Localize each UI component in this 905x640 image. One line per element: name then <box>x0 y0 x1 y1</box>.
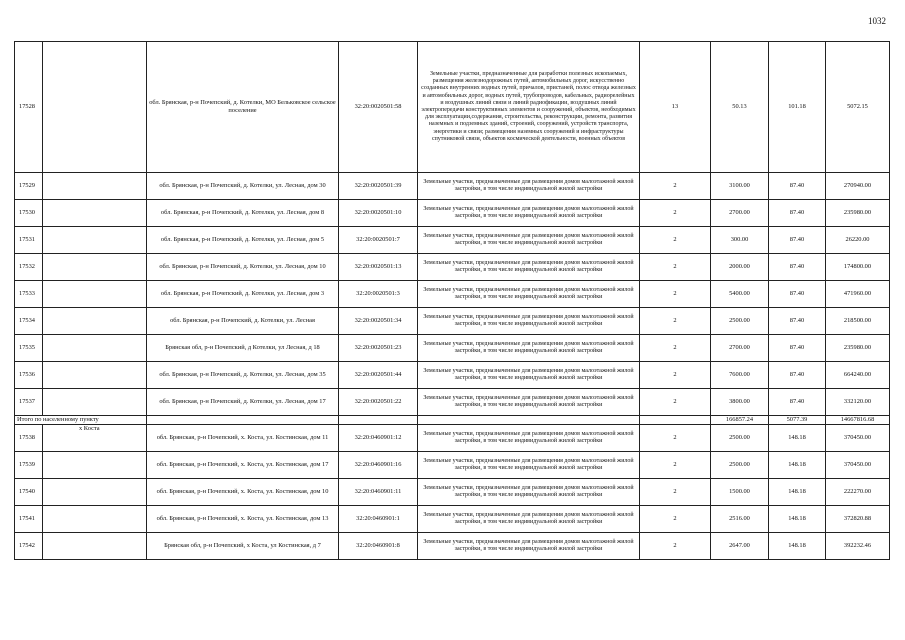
area-cell: 7600.00 <box>711 362 769 389</box>
total-empty-address <box>147 416 339 425</box>
land-purpose-cell: Земельные участки, предназначенные для размещения домов малоэтажной жилой застройки, в том числе индивидуальной жилой застройки <box>418 533 640 560</box>
area-cell: 2500.00 <box>711 452 769 479</box>
cadastral-number-cell: 32:20:0460901:11 <box>339 479 418 506</box>
cadastral-number-cell: 32:20:0020501:39 <box>339 173 418 200</box>
total-empty-group <box>640 416 711 425</box>
rate-cell: 148.18 <box>769 452 826 479</box>
rate-cell: 87.40 <box>769 389 826 416</box>
cadastral-number-cell: 32:20:0460901:8 <box>339 533 418 560</box>
group-number-cell: 2 <box>640 200 711 227</box>
table-body-total <box>15 416 890 425</box>
cadastral-value-cell: 5072.15 <box>826 42 890 173</box>
area-cell: 2700.00 <box>711 200 769 227</box>
record-id-cell: 17534 <box>15 308 43 335</box>
cadastral-number-cell: 32:20:0020501:10 <box>339 200 418 227</box>
cadastral-value-cell: 222270.00 <box>826 479 890 506</box>
address-cell: обл. Брянская, р-н Почепский, д. Котелки, ул. Лесная <box>147 308 339 335</box>
cadastral-number-cell: 32:20:0020501:13 <box>339 254 418 281</box>
cadastral-value-cell: 235980.00 <box>826 335 890 362</box>
address-cell: обл. Брянская, р-н Почепский, д. Котелки, ул. Лесная, дом 3 <box>147 281 339 308</box>
spacer-cell <box>43 506 147 533</box>
land-purpose-cell: Земельные участки, предназначенные для разработки полезных ископаемых, размещения железнодорожных путей, автомобильных дорог, искусственно созданных внутренних водных путей, причалов, пристаней, полос отвода железных и автомобильных дорог, водных путей, трубопроводов, кабельных, радиорелейных и воздушных линий связи и линий радиофикации, воздушных линий электропередачи конструктивных элементов и сооружений, объектов, необходимых для эксплуатации,содержания, строительства, реконструкции, ремонта, развития наземных и подземных зданий, строений, сооружений, устройств транспорта, энергетики и связи; размещения наземных сооружений и инфраструктуры спутниковой связи, объектов космической деятельности, военных объектов <box>418 42 640 173</box>
cadastral-value-cell: 218500.00 <box>826 308 890 335</box>
table-row <box>15 254 890 281</box>
rate-cell: 87.40 <box>769 227 826 254</box>
land-purpose-cell: Земельные участки, предназначенные для размещения домов малоэтажной жилой застройки, в том числе индивидуальной жилой застройки <box>418 281 640 308</box>
group-number-cell: 2 <box>640 335 711 362</box>
cadastral-number-cell: 32:20:0020501:23 <box>339 335 418 362</box>
area-cell: 3100.00 <box>711 173 769 200</box>
rate-cell: 148.18 <box>769 533 826 560</box>
address-cell: обл. Брянская, р-н Почепский, д. Котелки, ул. Лесная, дом 35 <box>147 362 339 389</box>
record-id-cell: 17541 <box>15 506 43 533</box>
group-number-cell: 2 <box>640 308 711 335</box>
record-id-cell: 17537 <box>15 389 43 416</box>
spacer-cell <box>43 362 147 389</box>
area-cell: 2516.00 <box>711 506 769 533</box>
group-number-cell: 2 <box>640 452 711 479</box>
table-row <box>15 308 890 335</box>
address-cell: обл. Брянская, р-н Почепский, д. Котелки, ул. Лесная, дом 10 <box>147 254 339 281</box>
group-number-cell: 2 <box>640 281 711 308</box>
cadastral-number-cell: 32:20:0460901:1 <box>339 506 418 533</box>
land-purpose-cell: Земельные участки, предназначенные для размещения домов малоэтажной жилой застройки, в том числе индивидуальной жилой застройки <box>418 254 640 281</box>
area-cell: 3800.00 <box>711 389 769 416</box>
cadastral-number-cell: 32:20:0020501:44 <box>339 362 418 389</box>
group-number-cell: 13 <box>640 42 711 173</box>
cadastral-number-cell: 32:20:0020501:58 <box>339 42 418 173</box>
group-number-cell: 2 <box>640 254 711 281</box>
spacer-cell <box>43 335 147 362</box>
settlement-subheading: х Коста <box>43 425 147 452</box>
rate-cell: 87.40 <box>769 308 826 335</box>
cadastral-value-cell: 270940.00 <box>826 173 890 200</box>
record-id-cell: 17530 <box>15 200 43 227</box>
record-id-cell: 17531 <box>15 227 43 254</box>
area-cell: 1500.00 <box>711 479 769 506</box>
table-row <box>15 281 890 308</box>
land-purpose-cell: Земельные участки, предназначенные для размещения домов малоэтажной жилой застройки, в том числе индивидуальной жилой застройки <box>418 506 640 533</box>
rate-cell: 87.40 <box>769 173 826 200</box>
area-cell: 2700.00 <box>711 335 769 362</box>
total-label: Итого по населенному пункту <box>15 416 147 425</box>
cadastral-value-cell: 372820.88 <box>826 506 890 533</box>
spacer-cell <box>43 479 147 506</box>
cadastral-value-cell: 370450.00 <box>826 452 890 479</box>
address-cell: Брянская обл, р-н Почепский, х Коста, ул Костинская, д 7 <box>147 533 339 560</box>
address-cell: обл. Брянская, р-н Почепский, х. Коста, ул. Костинская, дом 13 <box>147 506 339 533</box>
cadastral-value-cell: 174800.00 <box>826 254 890 281</box>
area-cell: 2647.00 <box>711 533 769 560</box>
rate-cell: 148.18 <box>769 506 826 533</box>
spacer-cell <box>43 281 147 308</box>
spacer-cell <box>43 389 147 416</box>
spacer-cell <box>43 254 147 281</box>
cadastral-number-cell: 32:20:0460901:12 <box>339 425 418 452</box>
spacer-cell <box>43 308 147 335</box>
total-value: 14667816.68 <box>826 416 890 425</box>
cadastral-value-cell: 235980.00 <box>826 200 890 227</box>
cadastral-value-cell: 26220.00 <box>826 227 890 254</box>
table-row <box>15 335 890 362</box>
land-registry-table <box>14 41 890 560</box>
area-cell: 300.00 <box>711 227 769 254</box>
cadastral-number-cell: 32:20:0020501:7 <box>339 227 418 254</box>
cadastral-value-cell: 392232.46 <box>826 533 890 560</box>
cadastral-value-cell: 471960.00 <box>826 281 890 308</box>
rate-cell: 148.18 <box>769 479 826 506</box>
total-rate: 5077.39 <box>769 416 826 425</box>
cadastral-value-cell: 370450.00 <box>826 425 890 452</box>
land-purpose-cell: Земельные участки, предназначенные для размещения домов малоэтажной жилой застройки, в том числе индивидуальной жилой застройки <box>418 425 640 452</box>
table-row <box>15 42 890 173</box>
rate-cell: 87.40 <box>769 200 826 227</box>
land-purpose-cell: Земельные участки, предназначенные для размещения домов малоэтажной жилой застройки, в том числе индивидуальной жилой застройки <box>418 308 640 335</box>
total-area: 166857.24 <box>711 416 769 425</box>
address-cell: обл. Брянская, р-н Почепский, д. Котелки, ул. Лесная, дом 30 <box>147 173 339 200</box>
record-id-cell: 17529 <box>15 173 43 200</box>
cadastral-number-cell: 32:20:0020501:3 <box>339 281 418 308</box>
table-body-after-total <box>15 425 890 560</box>
cadastral-value-cell: 332120.00 <box>826 389 890 416</box>
area-cell: 2500.00 <box>711 308 769 335</box>
address-cell: обл. Брянская, р-н Почепский, д. Котелки, ул. Лесная, дом 8 <box>147 200 339 227</box>
cadastral-number-cell: 32:20:0020501:34 <box>339 308 418 335</box>
address-cell: обл. Брянская, р-н Почепский, х. Коста, ул. Костинская, дом 10 <box>147 479 339 506</box>
group-number-cell: 2 <box>640 425 711 452</box>
spacer-cell <box>43 173 147 200</box>
table-row <box>15 227 890 254</box>
land-purpose-cell: Земельные участки, предназначенные для размещения домов малоэтажной жилой застройки, в том числе индивидуальной жилой застройки <box>418 335 640 362</box>
total-empty-cadastral <box>339 416 418 425</box>
group-number-cell: 2 <box>640 389 711 416</box>
record-id-cell: 17533 <box>15 281 43 308</box>
table-row <box>15 200 890 227</box>
group-number-cell: 2 <box>640 479 711 506</box>
area-cell: 50.13 <box>711 42 769 173</box>
record-id-cell: 17528 <box>15 42 43 173</box>
rate-cell: 87.40 <box>769 281 826 308</box>
page-number: 1032 <box>868 16 886 26</box>
table-row <box>15 425 890 452</box>
land-purpose-cell: Земельные участки, предназначенные для размещения домов малоэтажной жилой застройки, в том числе индивидуальной жилой застройки <box>418 173 640 200</box>
land-purpose-cell: Земельные участки, предназначенные для размещения домов малоэтажной жилой застройки, в том числе индивидуальной жилой застройки <box>418 362 640 389</box>
area-cell: 2000.00 <box>711 254 769 281</box>
rate-cell: 87.40 <box>769 362 826 389</box>
land-purpose-cell: Земельные участки, предназначенные для размещения домов малоэтажной жилой застройки, в том числе индивидуальной жилой застройки <box>418 479 640 506</box>
land-purpose-cell: Земельные участки, предназначенные для размещения домов малоэтажной жилой застройки, в том числе индивидуальной жилой застройки <box>418 452 640 479</box>
table-row <box>15 506 890 533</box>
table-row <box>15 452 890 479</box>
total-row <box>15 416 890 425</box>
table-row <box>15 173 890 200</box>
area-cell: 5400.00 <box>711 281 769 308</box>
cadastral-number-cell: 32:20:0460901:16 <box>339 452 418 479</box>
group-number-cell: 2 <box>640 173 711 200</box>
group-number-cell: 2 <box>640 227 711 254</box>
record-id-cell: 17532 <box>15 254 43 281</box>
spacer-cell <box>43 200 147 227</box>
rate-cell: 101.18 <box>769 42 826 173</box>
total-empty-purpose <box>418 416 640 425</box>
group-number-cell: 2 <box>640 506 711 533</box>
address-cell: обл. Брянская, р-н Почепский, д. Котелки, МО Бельковское сельское поселение <box>147 42 339 173</box>
address-cell: Брянская обл, р-н Почепский, д Котелки, ул Лесная, д 18 <box>147 335 339 362</box>
address-cell: обл. Брянская, р-н Почепский, х. Коста, ул. Костинская, дом 11 <box>147 425 339 452</box>
rate-cell: 148.18 <box>769 425 826 452</box>
table-body-before-total <box>15 42 890 416</box>
group-number-cell: 2 <box>640 362 711 389</box>
spacer-cell <box>43 533 147 560</box>
record-id-cell: 17536 <box>15 362 43 389</box>
record-id-cell: 17542 <box>15 533 43 560</box>
record-id-cell: 17538 <box>15 425 43 452</box>
land-purpose-cell: Земельные участки, предназначенные для размещения домов малоэтажной жилой застройки, в том числе индивидуальной жилой застройки <box>418 227 640 254</box>
table-row <box>15 362 890 389</box>
record-id-cell: 17540 <box>15 479 43 506</box>
rate-cell: 87.40 <box>769 254 826 281</box>
table-row <box>15 389 890 416</box>
cadastral-number-cell: 32:20:0020501:22 <box>339 389 418 416</box>
cadastral-value-cell: 664240.00 <box>826 362 890 389</box>
rate-cell: 87.40 <box>769 335 826 362</box>
address-cell: обл. Брянская, р-н Почепский, х. Коста, ул. Костинская, дом 17 <box>147 452 339 479</box>
record-id-cell: 17535 <box>15 335 43 362</box>
spacer-cell <box>43 227 147 254</box>
record-id-cell: 17539 <box>15 452 43 479</box>
group-number-cell: 2 <box>640 533 711 560</box>
spacer-cell <box>43 452 147 479</box>
address-cell: обл. Брянская, р-н Почепский, д. Котелки, ул. Лесная, дом 5 <box>147 227 339 254</box>
land-purpose-cell: Земельные участки, предназначенные для размещения домов малоэтажной жилой застройки, в том числе индивидуальной жилой застройки <box>418 200 640 227</box>
land-purpose-cell: Земельные участки, предназначенные для размещения домов малоэтажной жилой застройки, в том числе индивидуальной жилой застройки <box>418 389 640 416</box>
address-cell: обл. Брянская, р-н Почепский, д. Котелки, ул. Лесная, дом 17 <box>147 389 339 416</box>
table-row <box>15 533 890 560</box>
table-row <box>15 479 890 506</box>
area-cell: 2500.00 <box>711 425 769 452</box>
spacer-cell <box>43 42 147 173</box>
